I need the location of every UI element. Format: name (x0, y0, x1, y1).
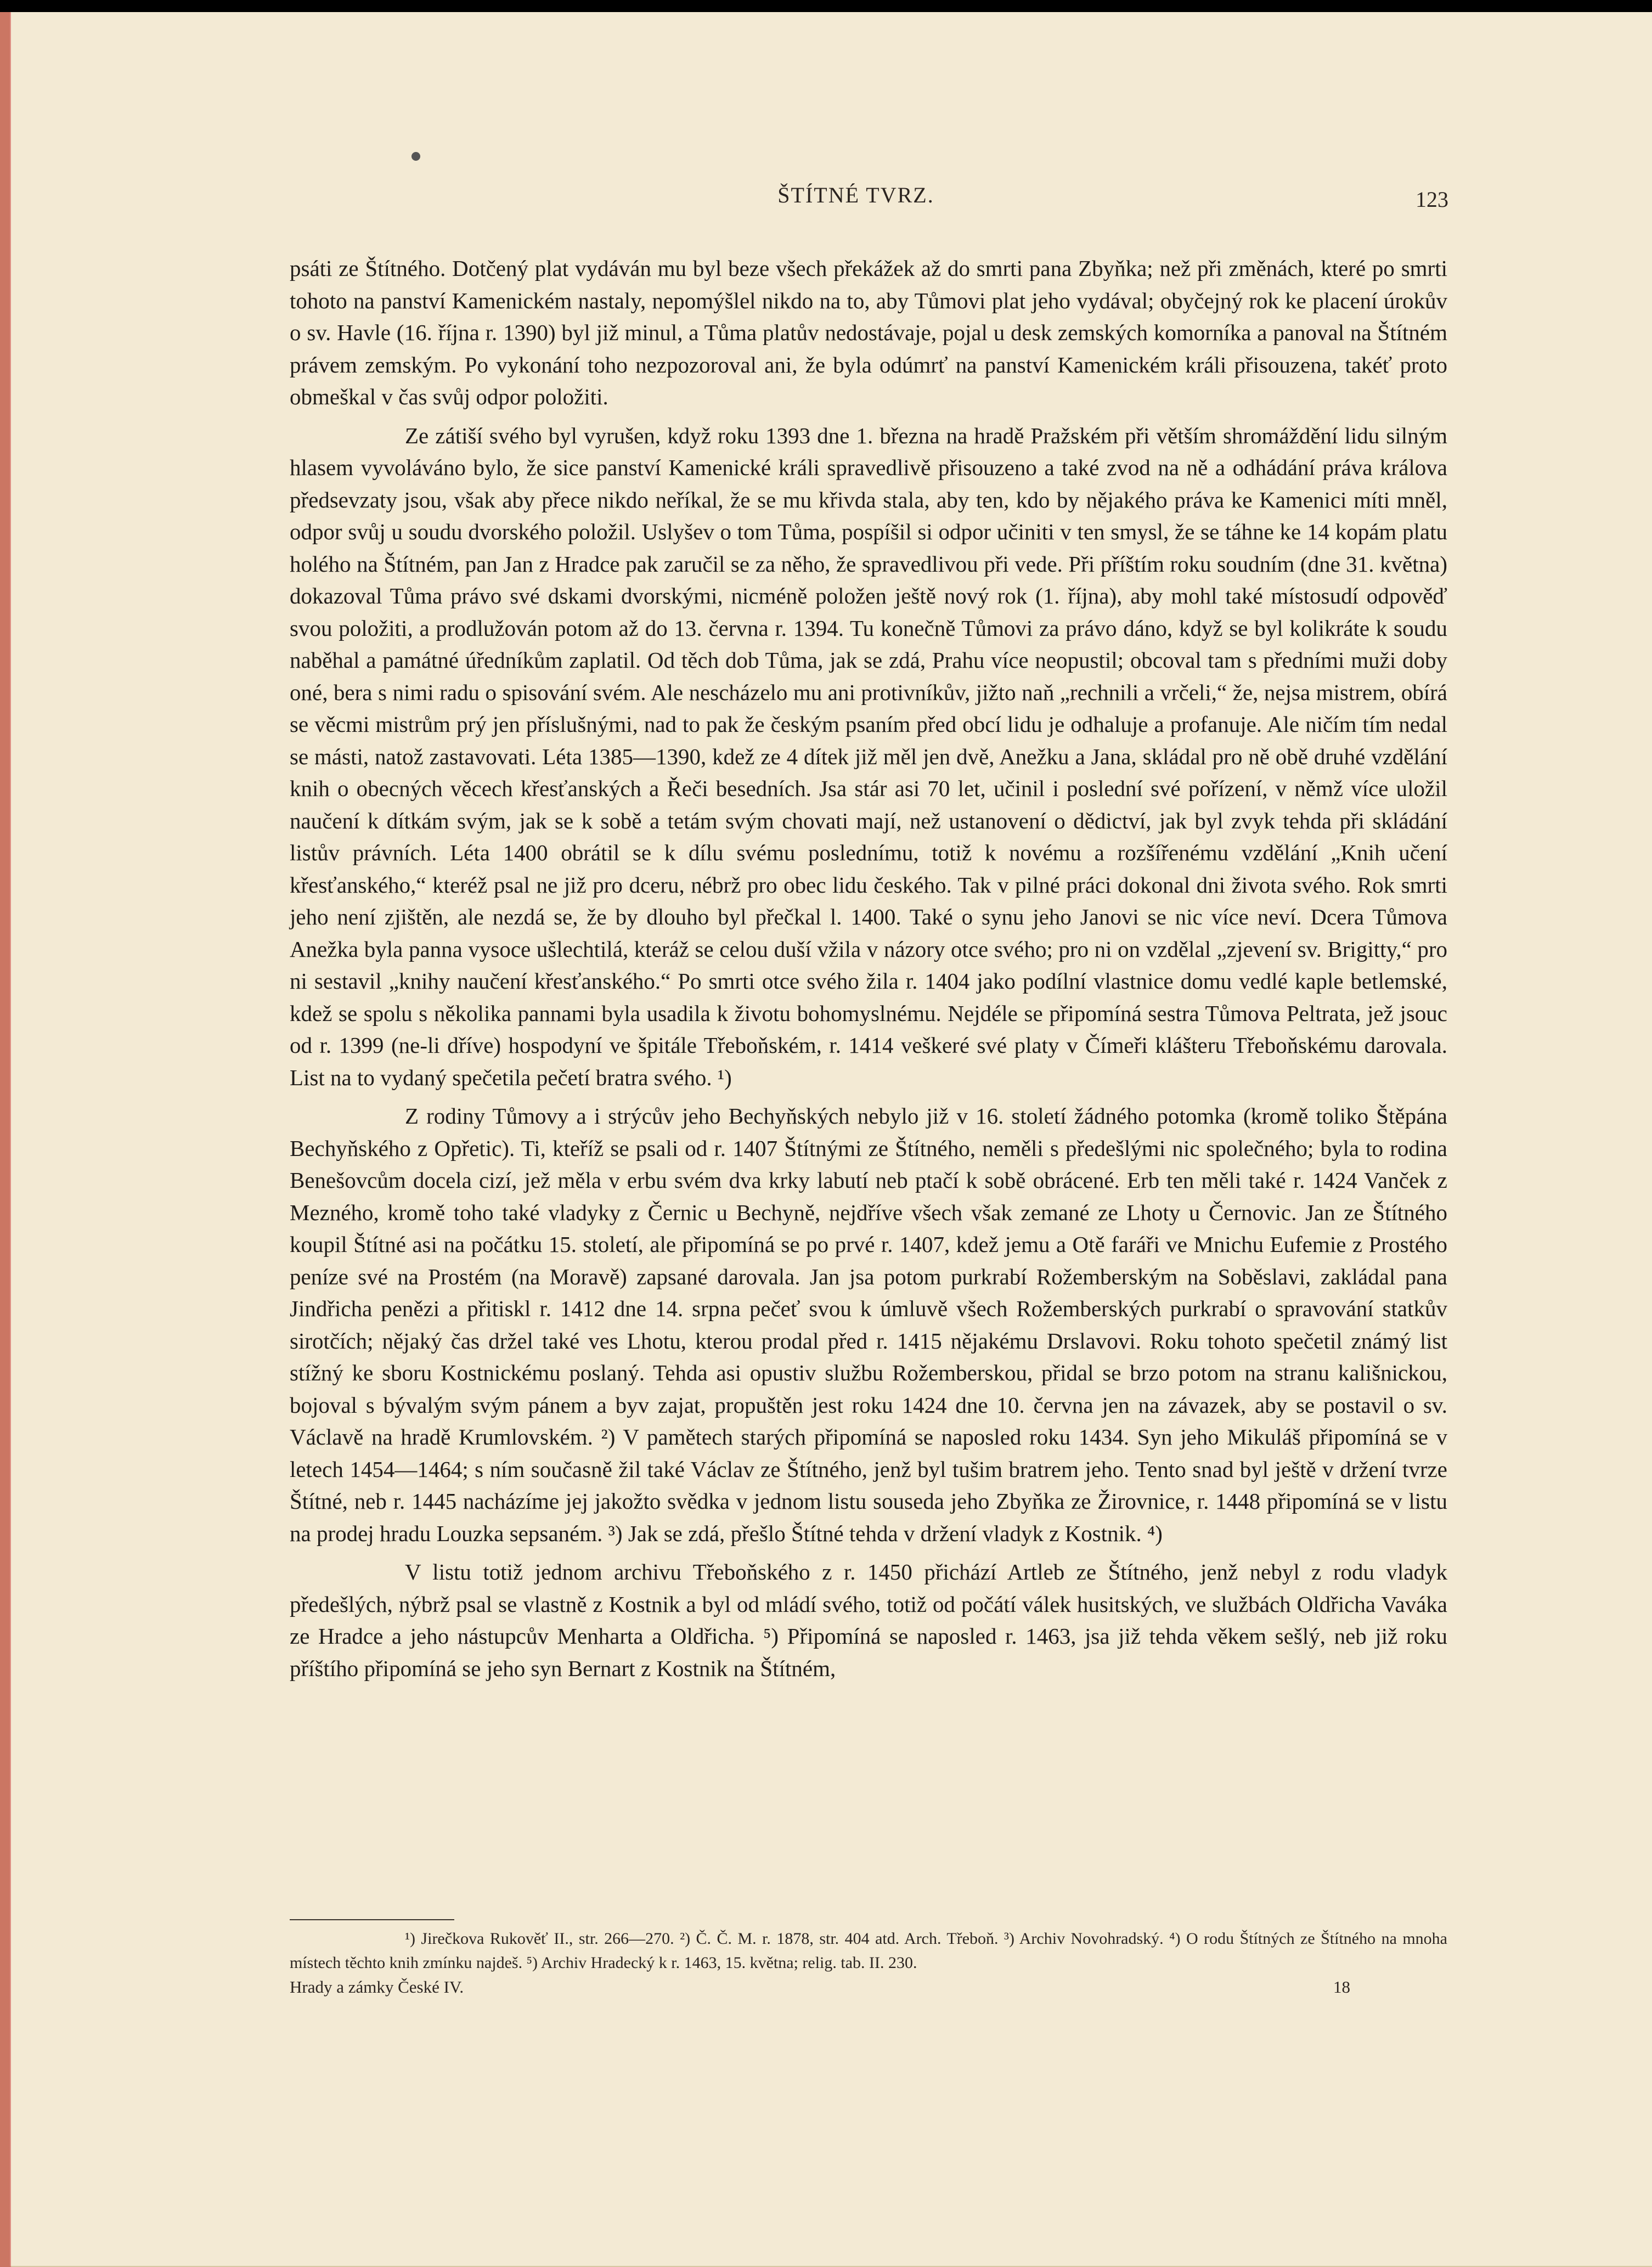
paragraph-2: Ze zátiší svého byl vyrušen, když roku 1393 dne 1. března na hradě Pražském při větším shromáždění lidu silným hlasem vyvoláváno bylo, že sice panství Kamenické králi spravedlivě přisouzeno a také zvod na ně a odhádání práva králova předsevzaty jsou, však aby přece nikdo neříkal, že se mu křivda stala, aby ten, kdo by nějakého práva ke Kamenici míti mněl, odpor svůj u soudu dvorského položil. Uslyšev o tom Tůma, pospíšil si odpor učiniti v ten smysl, že se táhne ke 14 kopám platu holého na Štítném, pan Jan z Hradce pak zaručil se za něho, že spravedlivou při vede. Při příštím roku soudním (dne 31. května) dokazoval Tůma právo své dskami dvorskými, nicméně položen ještě nový rok (1. října), aby mohl také místosudí odpověď svou položiti, a prodlužován potom až do 13. června r. 1394. Tu konečně Tůmovi za právo dáno, když se byl kolikráte k soudu naběhal a památné úředníkům zaplatil. Od těch dob Tůma, jak se zdá, Prahu více neopustil; obcoval tam s předními muži doby oné, bera s nimi radu o spisování svém. Ale nescházelo mu ani protivníkův, jižto naň „rechnili a vrčeli,“ že, nejsa mistrem, obírá se věcmi mistrům prý jen příslušnými, nad to pak že českým psaním před obcí lidu je odhaluje a profanuje. Ale ničím tím nedal se másti, natož zastavovati. Léta 1385—1390, kdež ze 4 dítek již měl jen dvě, Anežku a Jana, skládal pro ně obě druhé vzdělání knih o obecných věcech křesťanských a Řeči besedních. Jsa stár asi 70 let, učinil i poslední své pořízení, v němž více uložil naučení k dítkám svým, jak se k sobě a tetám svým chovati mají, než ustanovení o dědictví, jak byl zvyk tehda při skládání listův právních. Léta 1400 obrátil se k dílu svému poslednímu, totiž k novému a rozšířenému vzdělání „Knih učení křesťanského,“ kteréž psal ne již pro dceru, nébrž pro obec lidu českého. Tak v pilné práci dokonal dni života svého. Rok smrti jeho není zjištěn, ale nezdá se, že by dlouho byl přečkal l. 1400. Také o synu jeho Janovi se nic více neví. Dcera Tůmova Anežka byla panna vysoce ušlechtilá, kteráž se celou duší vžila v názory otce svého; pro ni on vzdělal „zjevení sv. Brigitty,“ pro ni sestavil „knihy naučení křesťanského.“ Po smrti otce svého žila r. 1404 jako podílní vlastnice domu vedlé kaple betlemské, kdež se spolu s několika pannami byla usadila k životu bohomyslnému. Nejdéle se připomíná sestra Tůmova Peltrata, jež jsouc od r. 1399 (ne-li dříve) hospodyní ve špitále Třeboňském, r. 1414 veškeré své platy v Čímeři klášteru Třeboňskému darovala. List na to vydaný spečetila pečetí bratra svého. ¹) (290, 422, 1447, 1090)
page-binding-edge (0, 12, 11, 2267)
footer-signature: 18 (1333, 1977, 1350, 1997)
paragraph-3: Z rodiny Tůmovy a i strýcův jeho Bechyňských nebylo již v 16. století žádného potomka (kromě toliko Štěpána Bechyňského z Opřetic). Ti, kteříž se psali od r. 1407 Štítnými ze Štítného, neměli s předešlými nic společného; byla to rodina Benešovcům docela cizí, jež měla v erbu svém dva krky labutí neb ptačí k sobě obrácené. Erb ten měli také r. 1424 Vanček z Mezného, kromě toho také vladyky z Černic u Bechyně, nejdříve všech však zemané ze Lhoty u Černovic. Jan ze Štítného koupil Štítné asi na počátku 15. století, ale připomíná se po prvé r. 1407, kdež jemu a Otě faráři ve Mnichu Eufemie z Prostého peníze své na Prostém (na Moravě) zapsané darovala. Jan jsa potom purkrabí Rožemberským na Soběslavi, zakládal pana Jindřicha penězi a přitiskl r. 1412 dne 14. srpna pečeť svou k úmluvě všech Rožemberských purkrabí o spravování statkův sirotčích; nějaký čas držel také ves Lhotu, kterou prodal před r. 1415 nějakému Drslavovi. Roku tohoto spečetil známý list stížný ke sboru Kostnickému poslaný. Tehda asi opustiv službu Rožemberskou, přidal se brzo potom na stranu kališnickou, bojoval s bývalým svým pánem a byv zajat, propuštěn jest roku 1424 dne 10. června jen na závazek, aby se postavil o sv. Václavě na hradě Krumlovském. ²) V pamětech starých připomíná se naposled roku 1434. Syn jeho Mikuláš připomíná se v letech 1454—1464; s ním současně žil také Václav ze Štítného, jenž byl tušim bratrem jeho. Tento snad byl ještě v držení tvrze Štítné, neb r. 1445 nacházíme jej jakožto svědka v jednom listu souseda jeho Zbyňka ze Žirovnice, r. 1448 připomíná se v listu na prodej hradu Louzka sepsaném. ³) Jak se zdá, přešlo Štítné tehda v držení vladyk z Kostnik. ⁴) (290, 1103, 1447, 1546)
ink-dot-mark (411, 152, 420, 161)
footer-book-title: Hrady a zámky České IV. (290, 1977, 464, 1997)
paragraph-1: psáti ze Štítného. Dotčený plat vydáván mu byl beze všech překážek až do smrti pana Zbyňka; než při změnách, které po smrti tohoto na panství Kamenickém nastaly, nepomýšlel nikdo na to, aby Tůmovi plat jeho vydával; obyčejný rok ke placení úrokův o sv. Havle (16. října r. 1390) byl již minul, a Tůma platův nedostávaje, pojal u desk zemských komorníka a panoval na Štítném právem zemským. Po vykonání toho nezpozoroval ani, že byla odúmrť na panství Kamenickém králi přisouzena, takéť proto obmeškal v čas svůj odpor položiti. (290, 256, 1447, 409)
footnote-divider (290, 1919, 454, 1920)
paragraph-4: V listu totiž jednom archivu Třeboňského z r. 1450 přichází Artleb ze Štítného, jenž nebyl z rodu vladyk předešlých, nýbrž psal se vlastně z Kostnik a byl od mládí svého, totiž od počátí válek husitských, ve službách Oldřicha Vaváka ze Hradce a jeho nástupcův Menharta a Oldřicha. ⁵) Připomíná se naposled r. 1463, jsa již tehda věkem sešlý, neb již roku příštího připomíná se jeho syn Bernart z Kostnik na Štítném, (290, 1559, 1447, 1681)
main-text (290, 252, 1447, 1684)
footnotes: ¹) Jirečkova Rukověť II., str. 266—270. ²) Č. Č. M. r. 1878, str. 404 atd. Arch. Třeboň. ³) Archiv Novohradský. ⁴) O rodu Štítných ze Štítného na mnoha místech těchto knih zmínku najdeš. ⁵) Archiv Hradecký k r. 1463, 15. května; relig. tab. II. 230. (290, 1930, 1447, 1972)
page-number: 123 (1416, 187, 1448, 212)
running-title: ŠTÍTNÉ TVRZ. (777, 183, 934, 207)
scan-top-border (0, 0, 1652, 12)
